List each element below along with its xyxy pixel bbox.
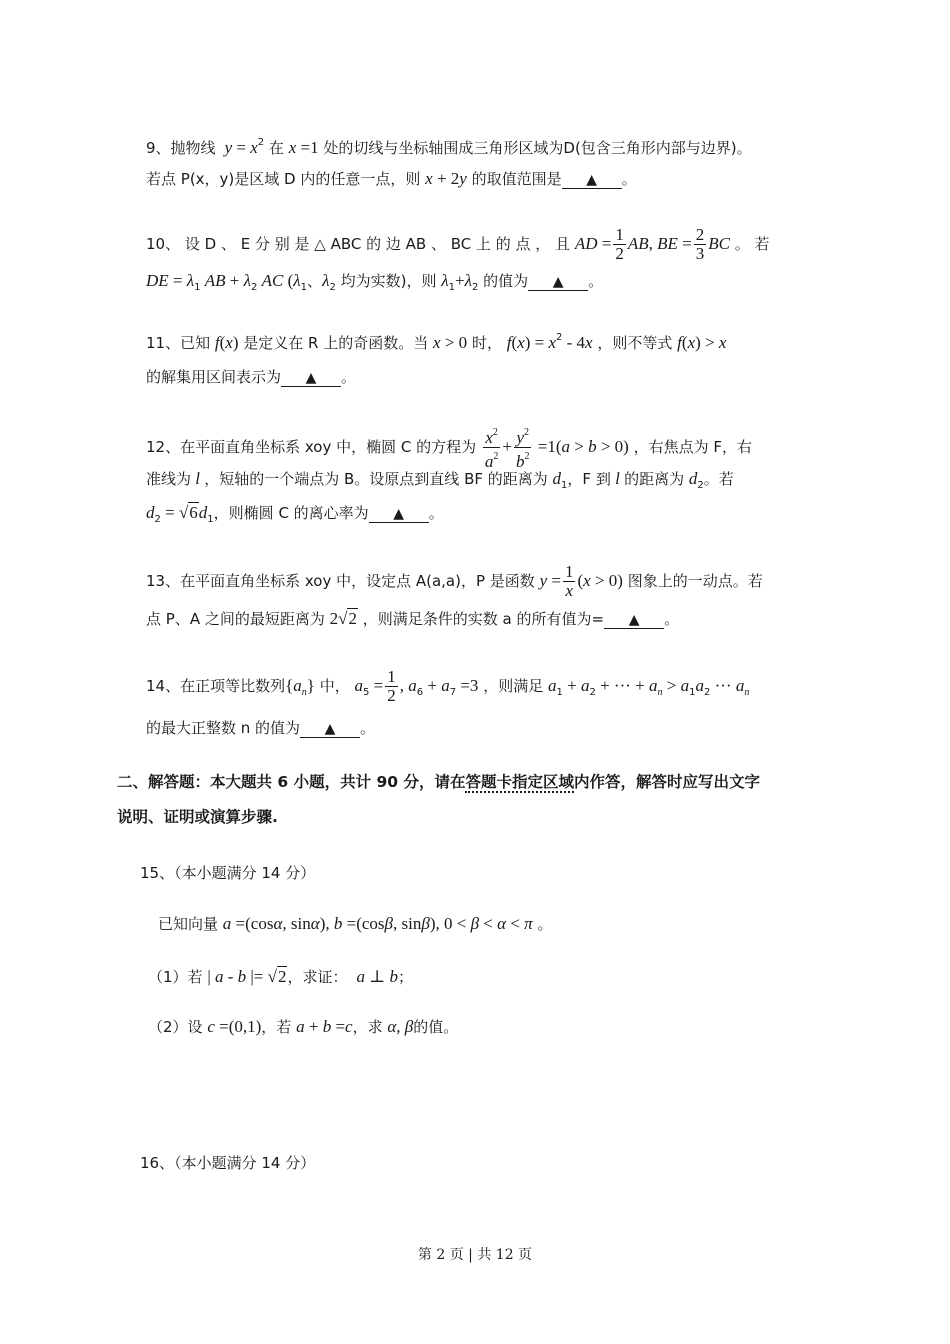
q13-line1: 13、在平面直角坐标系 xoy 中，设定点 A(a,a)，P 是函数 y = $\frac{1}{x}$ (x > 0) 图象上的一动点。若: [146, 562, 763, 600]
q11-text: 的解集用区间表示为: [146, 368, 282, 386]
math: d: [146, 503, 155, 522]
math: |: [207, 967, 215, 986]
q14-text: 中，: [319, 677, 350, 695]
q10-text: 10、 设 D 、 E 分 别 是 △ ABC 的 边 AB 、 BC 上 的 点 ， 且: [146, 235, 571, 253]
q12-text: 12、在平面直角坐标系 xoy 中，椭圆 C 的方程为: [146, 438, 477, 456]
q12-text: ，F 到: [567, 470, 611, 488]
math: a: [296, 1017, 305, 1036]
q11-line1: 11、已知 f(x) 是定义在 R 上的奇函数。当 x > 0 时， $f(x) = x^2 - 4x$ ，则不等式 f(x) > x: [146, 332, 727, 352]
page-footer: 第 2 页 | 共 12 页: [417, 1247, 533, 1263]
math: x: [288, 138, 297, 157]
q11-text: 11、已知: [146, 334, 211, 352]
q15-text: （1）若: [148, 968, 203, 986]
emphasis-text: 答题卡指定区域: [465, 773, 574, 791]
q16-heading: 16、（本小题满分 14 分）: [140, 1154, 316, 1172]
triangle-marker: ▲: [552, 274, 564, 290]
q9-line2: 若点 P(x，y)是区域 D 内的任意一点，则 x + 2y 的取值范围是 ▲ 。: [146, 169, 637, 188]
q15-text: 。: [537, 915, 553, 933]
q14-line1: 14、在正项等比数列$\{a_n\}$ 中， $a_5$ = $\frac{1}{2}$ , $a_6 + a_7 =3$ ，则满足 $a_1 + a_2$ + ··· + $a_n > a_1a_2$ ··· $a_n$: [146, 667, 750, 705]
q9-text: 处的切线与坐标轴围成三角形区域为D(包含三角形内部与边界)。: [323, 139, 752, 157]
q10-line1: 10、 设 D 、 E 分 别 是 △ ABC 的 边 AB 、 BC 上 的 点 ， 且 AD = $\frac{1}{2}$ AB, BE = $\frac{2}{3}$ BC 。 若: [146, 225, 770, 263]
q12-text: 。: [428, 504, 444, 522]
q10-text: 。: [588, 272, 604, 290]
math: x: [433, 333, 441, 352]
q10-text: 均为实数)，则: [340, 272, 437, 290]
answer-blank: [604, 612, 664, 629]
q12-text: 准线为: [146, 470, 192, 488]
q14-text: ，则满足: [483, 677, 544, 695]
math: 2√2: [329, 609, 357, 628]
q13-text: ，则满足条件的实数 a 的所有值为=: [362, 610, 605, 628]
q12-text: 的距离为: [624, 470, 685, 488]
q10-text: 。 若: [734, 235, 770, 253]
q11-text: ，则不等式: [597, 334, 673, 352]
fraction: $\frac{1}{2}$: [387, 667, 396, 705]
q14-line2: [146, 717, 375, 739]
q9-text: 若点 P(x，y)是区域 D 内的任意一点，则: [146, 170, 421, 188]
fraction: $\frac{1}{x}$: [564, 562, 574, 600]
math: a: [354, 676, 364, 695]
math: α, β: [387, 1017, 414, 1036]
q12-line2: 准线为 l ，短轴的一个端点为 B。设原点到直线 BF 的距离为 $d_1$，F 到 l 的距离为 $d_2$。若: [146, 469, 734, 491]
math: y: [220, 138, 233, 157]
math: AD: [574, 234, 598, 253]
q15-text: ；: [398, 968, 414, 986]
q9-text: 在: [268, 139, 284, 157]
q13-text: 。: [664, 610, 680, 628]
math: DE: [146, 271, 169, 290]
q13-text: 点 P、A 之间的最短距离为: [146, 610, 325, 628]
fraction: $\frac{1}{2}$: [615, 225, 624, 263]
q14-text: 14、在正项等比数列: [146, 677, 286, 695]
q9-line1: 9、抛物线 $y = x^2$ 在 x =1 处的切线与坐标轴围成三角形区域为D(包含三角形内部与边界)。: [146, 137, 752, 157]
q15-text: ，若: [261, 1018, 292, 1036]
q15-part2: （2）设 c =(0,1)，若 a + b =c，求 α, β的值。: [148, 1017, 459, 1036]
math: a: [352, 967, 366, 986]
math: f: [677, 333, 682, 352]
q12-text: ，短轴的一个端点为 B。设原点到直线 BF 的距离为: [204, 470, 548, 488]
q12-text: ，右焦点为 F，右: [633, 438, 753, 456]
math: d: [688, 469, 698, 488]
triangle-marker: ▲: [393, 506, 405, 522]
q15-text: 已知向量: [158, 915, 219, 933]
q11-line2: [146, 366, 356, 388]
q9-text: 的取值范围是: [471, 170, 562, 188]
q15-text: ，求证：: [287, 968, 348, 986]
q14-text: 的最大正整数 n 的值为: [146, 719, 301, 737]
math: d: [552, 469, 562, 488]
math: f: [214, 333, 220, 352]
q9-text: 9、抛物线: [146, 139, 216, 157]
q11-text: 是定义在 R 上的奇函数。当: [243, 334, 429, 352]
q15-heading: 15、（本小题满分 14 分）: [140, 864, 316, 882]
math: a: [222, 914, 232, 933]
answer-blank: [562, 172, 622, 189]
math: a: [548, 676, 557, 695]
math: y: [539, 571, 548, 590]
section2-heading-line2: 说明、证明或演算步骤.: [117, 808, 278, 826]
q15-stem: 已知向量 a =(cosα, sinα), b =(cosβ, sinβ), 0 < β < α < π 。: [158, 914, 553, 933]
answer-blank: [300, 721, 360, 738]
q10-line2: DE = $\lambda_1$ AB + $\lambda_2$ AC ($\lambda_1$、$\lambda_2$ 均为实数)，则 $\lambda_1+\lambda_2$ 的值为 ▲ 。: [146, 271, 604, 293]
q13-text: 图象上的一动点。若: [627, 572, 763, 590]
q12-line3: $d_2 = √6d_1$，则椭圆 C 的离心率为 ▲ 。: [146, 503, 444, 525]
answer-blank: [281, 370, 341, 387]
q9-text: 。: [621, 170, 637, 188]
math: x: [425, 169, 433, 188]
q15-part1: （1）若 | a - b |= √2，求证： a ⊥ b；: [148, 967, 414, 986]
q15-text: ，求: [352, 1018, 383, 1036]
answer-blank: [369, 506, 429, 523]
fraction: $\frac{x^2}{a^2}$: [483, 424, 501, 471]
triangle-marker: ▲: [324, 721, 336, 737]
answer-blank: [528, 274, 588, 291]
q12-text: ，则椭圆 C 的离心率为: [213, 504, 369, 522]
triangle-marker: ▲: [586, 172, 598, 188]
math: c: [207, 1017, 215, 1036]
q11-text: 。: [341, 368, 357, 386]
fraction: $\frac{2}{3}$: [695, 225, 705, 263]
section2-heading: 二、解答题：本大题共 6 小题，共计 90 分，请在答题卡指定区域内作答，解答时应写出文字: [117, 773, 760, 791]
q13-line2: [146, 608, 679, 630]
triangle-marker: ▲: [305, 370, 317, 386]
q14-text: 。: [360, 719, 376, 737]
fraction: $\frac{y^2}{b^2}$: [514, 424, 532, 471]
q13-text: 13、在平面直角坐标系 xoy 中，设定点 A(a,a)，P 是函数: [146, 572, 535, 590]
q12-line1: 12、在平面直角坐标系 xoy 中，椭圆 C 的方程为 $\frac{x^2}{a^2}$ + $\frac{y^2}{b^2}$ =1(a > b > 0) ，右焦点为 F，右: [146, 424, 752, 471]
math: λ: [441, 271, 449, 290]
q10-text: 的值为: [483, 272, 529, 290]
q12-text: 。若: [703, 470, 734, 488]
math: f: [506, 333, 512, 352]
q15-text: 的值。: [413, 1018, 459, 1036]
q11-text: 时，: [471, 334, 502, 352]
q15-text: （2）设: [148, 1018, 203, 1036]
triangle-marker: ▲: [628, 612, 640, 628]
